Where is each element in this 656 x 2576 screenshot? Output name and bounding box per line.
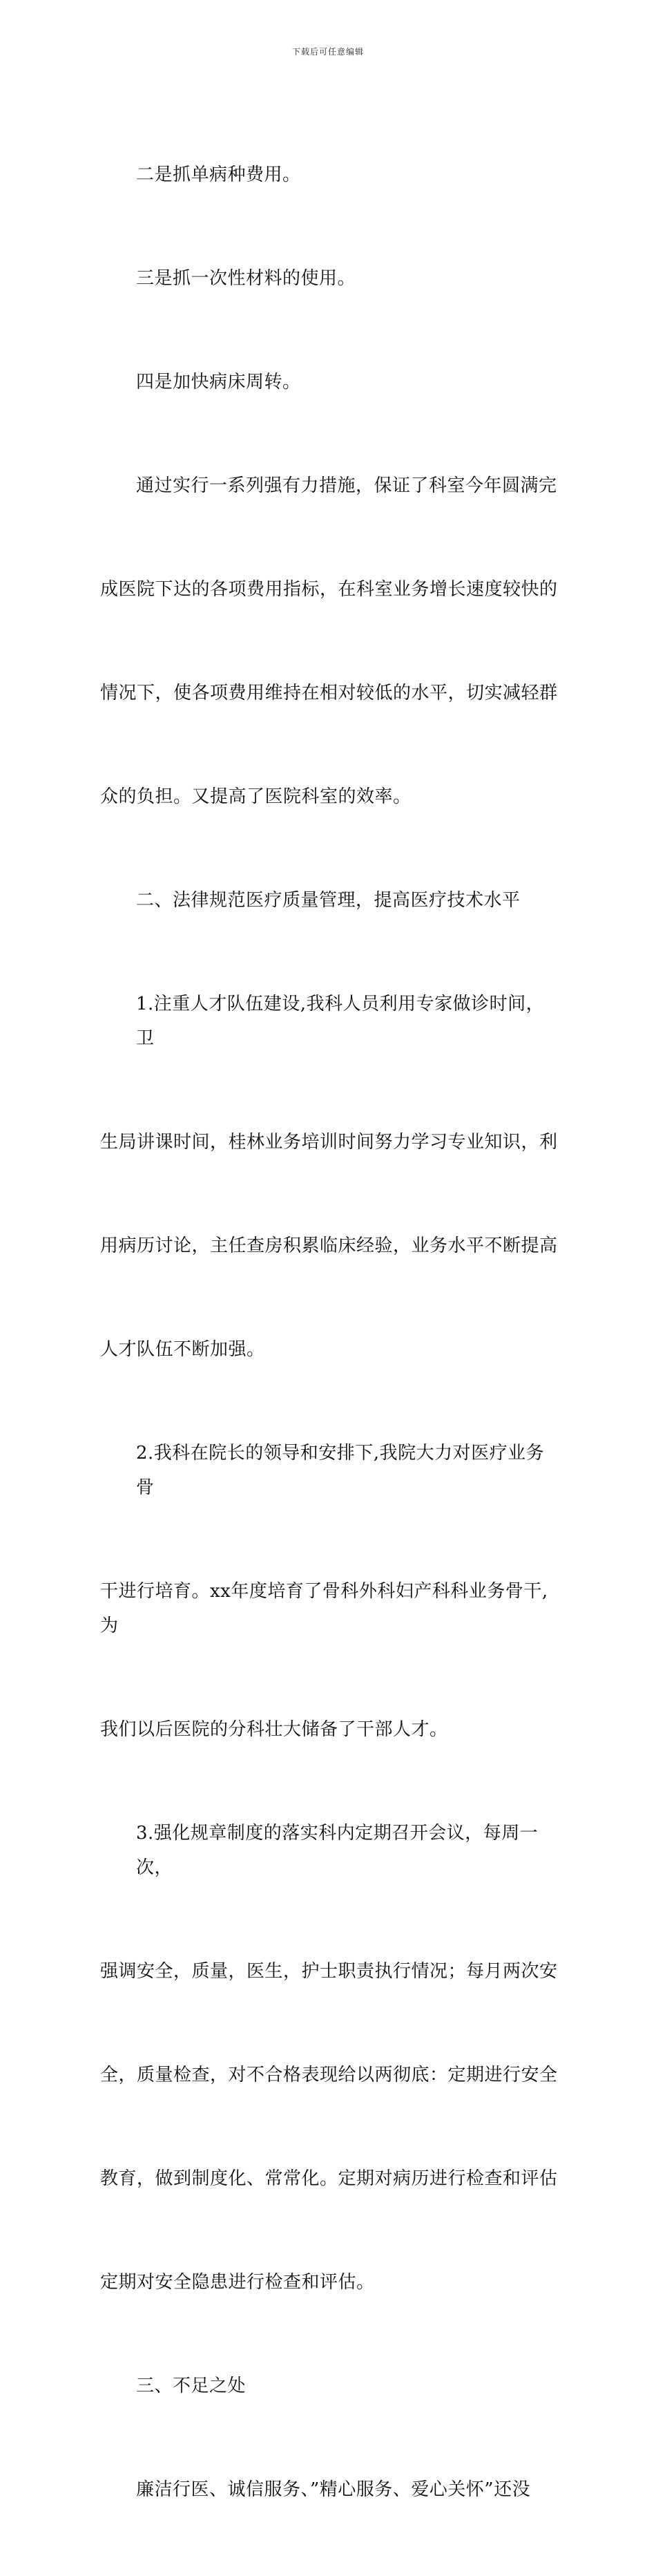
text-line: 教育，做到制度化、常常化。定期对病历进行检查和评估: [100, 2168, 558, 2189]
text-line: 四是加快病床周转。: [136, 372, 301, 392]
text-line: 三是抓一次性材料的使用。: [136, 268, 356, 289]
text-line: 强调安全，质量，医生，护士职责执行情况；每月两次安: [100, 1961, 558, 1982]
text-line: 定期对安全隐患进行检查和评估。: [100, 2272, 375, 2293]
text-line: 廉洁行医、诚信服务、”精心服务、爱心关怀”还没: [136, 2479, 531, 2500]
section-heading: 三、不足之处: [136, 2376, 247, 2396]
text-line: 众的负担。又提高了医院科室的效率。: [100, 786, 412, 807]
text-line: 全，质量检查，对不合格表现给以两彻底：定期进行安全: [100, 2065, 558, 2085]
text-line: 3.强化规章制度的落实科内定期召开会议，每周一次，: [136, 1823, 539, 1878]
text-line: 干进行培育。xx年度培育了骨科外科妇产科科业务骨干,为: [100, 1581, 548, 1636]
text-line: 成医院下达的各项费用指标，在科室业务增长速度较快的: [100, 579, 558, 600]
text-line: 1.注重人才队伍建设,我科人员利用专家做诊时间，卫: [136, 994, 545, 1049]
text-line: 人才队伍不断加强。: [100, 1339, 265, 1360]
section-heading: 二、法律规范医疗质量管理，提高医疗技术水平: [136, 890, 521, 911]
text-line: 生局讲课时间，桂林业务培训时间努力学习专业知识，利: [100, 1132, 558, 1153]
text-line: 用病历讨论，主任查房积累临床经验，业务水平不断提高: [100, 1235, 558, 1256]
text-line: 二是抓单病种费用。: [136, 164, 301, 185]
text-line: 2.我科在院长的领导和安排下,我院大力对医疗业务骨: [136, 1443, 545, 1498]
text-block: [100, 88, 559, 2576]
text-line: 我们以后医院的分科壮大储备了干部人才。: [100, 1719, 448, 1740]
text-line: 情况下，使各项费用维持在相对较低的水平，切实减轻群: [100, 683, 558, 703]
header-note: 下载后可任意编辑: [291, 47, 364, 57]
document-body: [100, 88, 559, 2576]
text-line: 通过实行一系列强有力措施，保证了科室今年圆满完: [136, 475, 557, 496]
